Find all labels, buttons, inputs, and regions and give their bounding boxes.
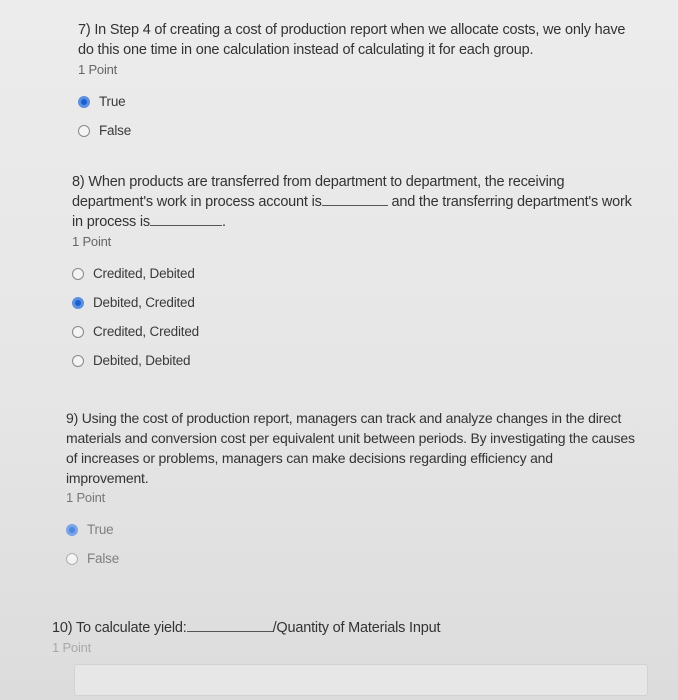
question-10 (52, 618, 642, 655)
question-8-prompt-part1: When products are transferred from department to department, the receiving department's work in process account is (72, 174, 565, 210)
option-label: Debited, Credited (93, 295, 195, 310)
question-10-number: 10) (52, 620, 73, 636)
question-8-option-credited-debited[interactable] (72, 259, 632, 288)
question-8-options (72, 259, 632, 375)
question-10-answer-input[interactable] (74, 664, 648, 696)
option-label: False (87, 551, 120, 566)
question-8-option-debited-credited[interactable] (72, 288, 632, 317)
question-9-prompt: Using the cost of production report, managers can track and analyze changes in the direct materials and conversion cost per equivalent unit between periods. By investigating the causes of increases or problems, managers can make decisions regarding efficiency and improvement. (66, 410, 635, 486)
option-label: Credited, Debited (93, 266, 195, 281)
option-label: Credited, Credited (93, 324, 199, 339)
question-8-number: 8) (72, 174, 85, 190)
question-10-text (52, 618, 642, 638)
option-label: False (99, 123, 132, 138)
question-8-text (72, 172, 632, 232)
question-10-prompt-part2: /Quantity of Materials Input (272, 620, 441, 636)
radio-unselected-icon[interactable] (72, 326, 84, 338)
question-8-prompt-part2: and the transferring department's work in process is (72, 194, 632, 230)
answer-blank-2 (150, 213, 222, 226)
question-7-option-true[interactable] (78, 87, 638, 116)
option-label: Debited, Debited (93, 353, 191, 368)
question-9-option-true[interactable] (66, 515, 636, 544)
question-9-options (66, 515, 636, 573)
radio-unselected-icon[interactable] (66, 553, 78, 565)
question-9 (66, 408, 636, 573)
question-7-points: 1 Point (78, 62, 118, 77)
question-8-option-credited-credited[interactable] (72, 317, 632, 346)
radio-unselected-icon[interactable] (72, 268, 84, 280)
option-label: True (99, 94, 126, 109)
question-7-options (78, 87, 638, 145)
radio-unselected-icon[interactable] (72, 355, 84, 367)
question-9-points: 1 Point (66, 490, 106, 505)
question-7-number: 7) (78, 22, 91, 38)
answer-blank-1 (322, 193, 388, 206)
answer-blank (187, 619, 273, 632)
option-label: True (87, 522, 114, 537)
question-10-points: 1 Point (52, 640, 92, 655)
question-9-number: 9) (66, 410, 79, 426)
radio-selected-icon[interactable] (72, 297, 84, 309)
radio-unselected-icon[interactable] (78, 125, 90, 137)
question-8-end: . (222, 214, 226, 230)
radio-selected-icon[interactable] (78, 96, 90, 108)
question-9-text (66, 408, 636, 488)
question-8-option-debited-debited[interactable] (72, 346, 632, 375)
question-8-points: 1 Point (72, 234, 112, 249)
question-7 (78, 20, 638, 145)
question-7-text (78, 20, 638, 60)
question-10-prompt-part1: To calculate yield: (75, 620, 187, 636)
question-9-option-false[interactable] (66, 544, 636, 573)
radio-selected-icon[interactable] (66, 524, 78, 536)
question-7-option-false[interactable] (78, 116, 638, 145)
question-8 (72, 172, 632, 375)
question-7-prompt: In Step 4 of creating a cost of production report when we allocate costs, we only have do this one time in one calculation instead of calculating it for each group. (78, 22, 626, 58)
